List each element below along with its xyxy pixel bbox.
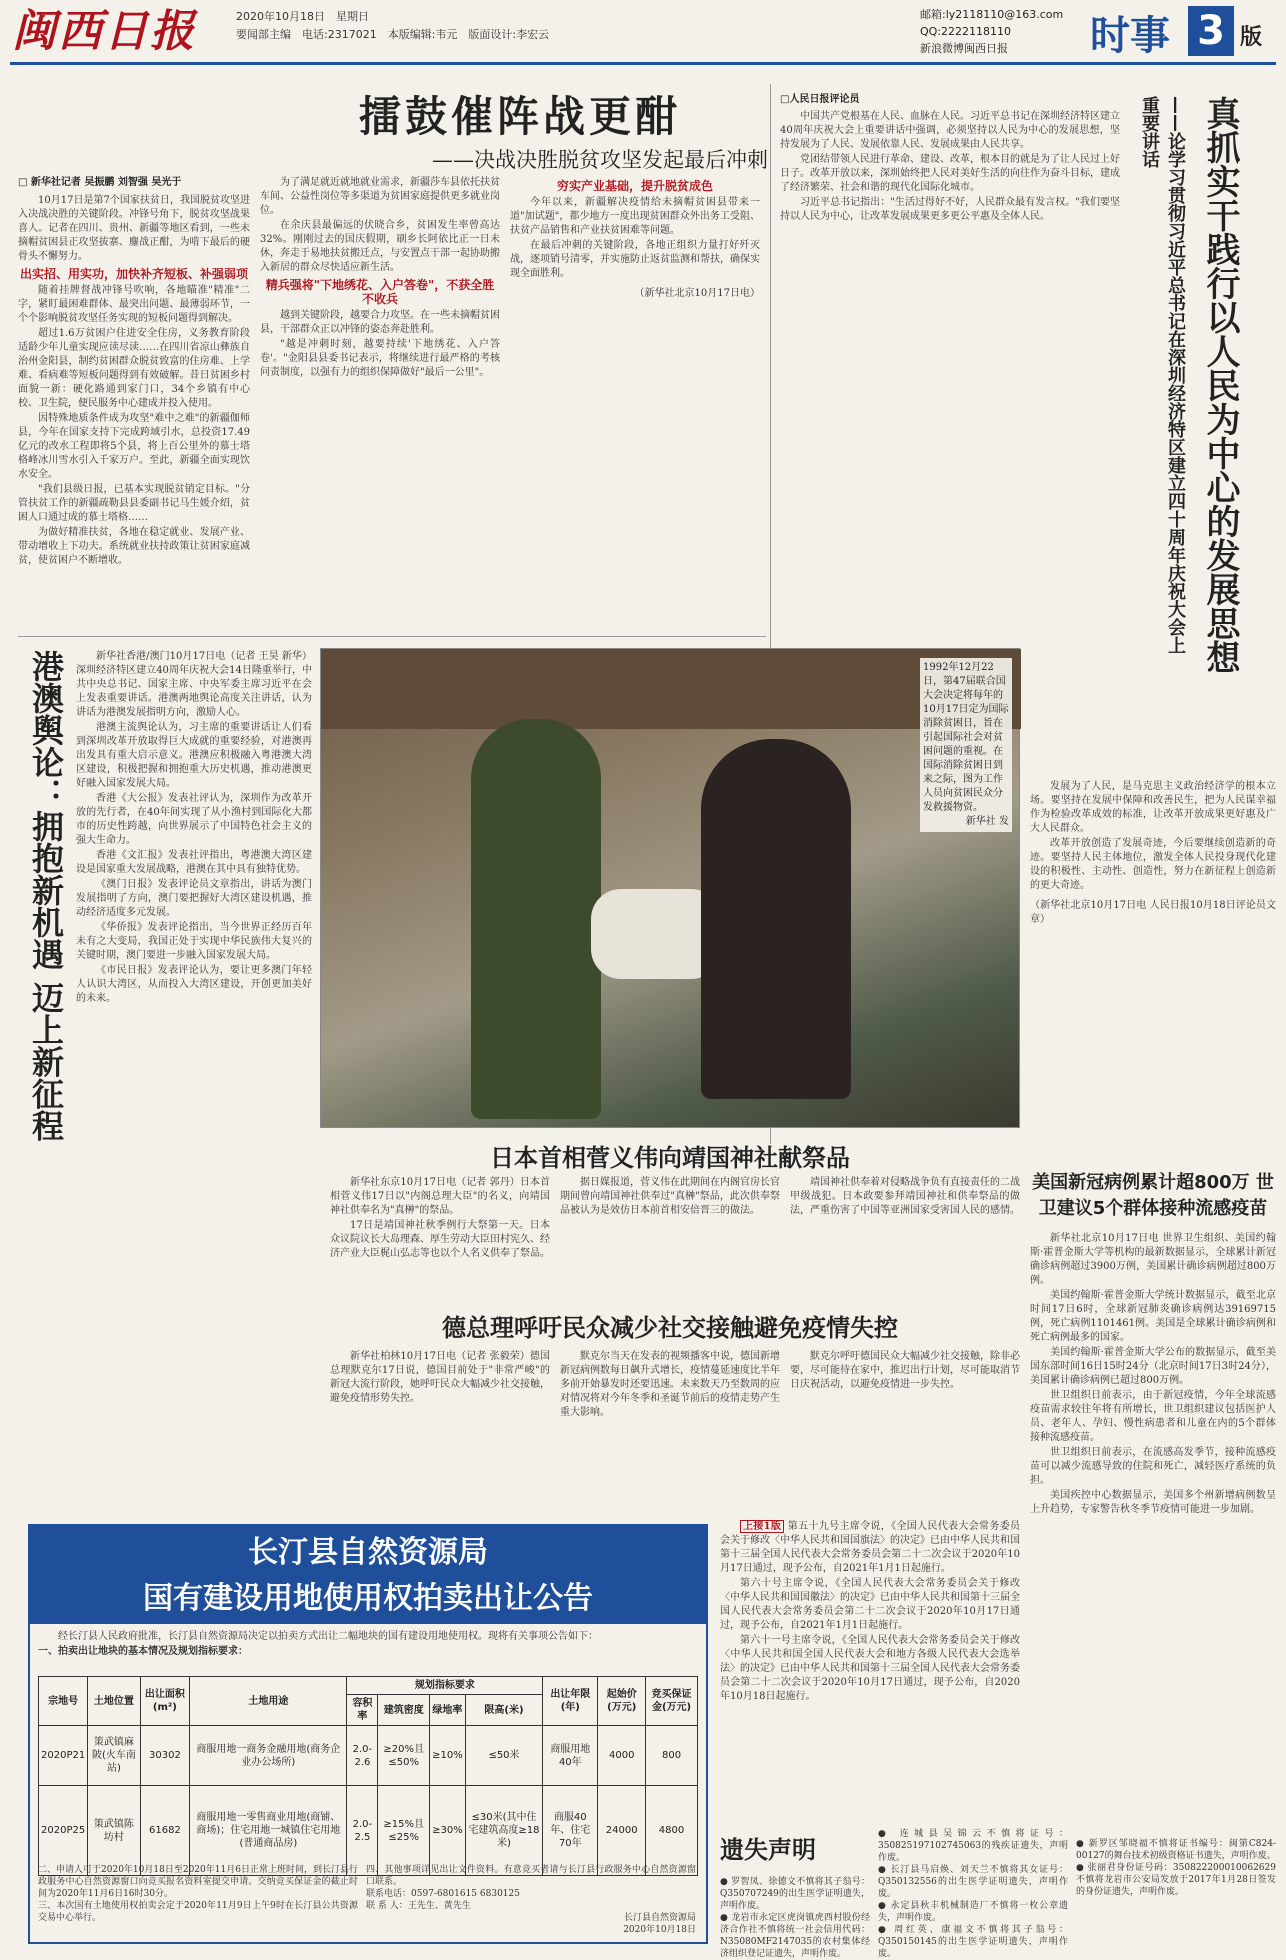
page-number: 3 <box>1188 6 1234 56</box>
table-cell: ≤50米 <box>465 1726 543 1786</box>
germany-col-1 <box>330 1350 550 1500</box>
paragraph: 据日媒报道，菅义伟在此期间在内阁官房长官期间曾向靖国神社供奉过"真榊"祭品，此次供奉祭品被认为是效仿日本前首相安倍晋三的做法。 <box>560 1177 780 1216</box>
photo-caption <box>920 658 1012 832</box>
table-cell: ≥30% <box>430 1786 466 1876</box>
paragraph: 美国约翰斯·霍普金斯大学公布的数据显示，截至美国东部时间16日15时24分（北京时间17日3时24分），美国累计确诊病例已超过800万例。 <box>1030 1347 1276 1386</box>
auction-title-2: 国有建设用地使用权拍卖出让公告 <box>143 1581 593 1616</box>
paragraph: 美国疾控中心数据显示，美国多个州新增病例数呈上升趋势，专家警告秋冬季节疫情可能进一步加剧。 <box>1030 1490 1276 1515</box>
paragraph: 中国共产党根基在人民、血脉在人民。习近平总书记在深圳经济特区建立40周年庆祝大会上重要讲话中强调，必须坚持以人民为中心的发展思想，坚持发展为了人民、发展依靠人民、发展成果由人民共享。 <box>780 111 1120 150</box>
lead-headline: 擂鼓催阵战更酣 <box>358 92 681 141</box>
paragraph: 新华社北京10月17日电 世界卫生组织、美国约翰斯·霍普金斯大学等机构的最新数据显示，全球累计新冠确诊病例超过3900万例，美国累计确诊病例超过800万例。 <box>1030 1233 1276 1286</box>
auction-signoff: 长汀县自然资源局 <box>623 1913 696 1923</box>
news-photo <box>320 648 1020 1128</box>
table-cell: 800 <box>646 1726 698 1786</box>
paragraph: 为了满足就近就地就业需求，新疆莎车县依托扶贫车间、公益性岗位等多渠道为贫困家庭提供更多就业岗位。 <box>260 177 500 216</box>
auction-title <box>28 1524 708 1624</box>
issue-date: 2020年10月18日 星期日 <box>236 10 369 23</box>
paragraph: 在最后冲刺的关键阶段，各地正组织力量打好歼灭战，逐项销号清零，并实施防止返贫监测和帮扶，确保实现全面胜利。 <box>510 240 760 279</box>
lost-item: ● 连城县吴锦云不慎将证号：350825197102745063的残疾证遗失，声明作废。 <box>878 1829 1068 1863</box>
masthead-info <box>236 8 616 44</box>
lead-subhead: ——决战决胜脱贫攻坚发起最后冲刺 <box>432 148 768 172</box>
lost-item: ● 新罗区邹晓福不慎将证书编号：闽第C824-00127的舞台技术初级资格证书遗失，声明作废。 <box>1076 1839 1276 1861</box>
paragraph: 超过1.6万贫困户住进安全住房，义务教育阶段适龄少年儿童实现应读尽读……在四川省凉山彝族自治州金阳县，制约贫困群众脱贫致富的住房难、上学难、看病难等短板问题得到有效破解。昔日贫困乡村面貌一新：硬化路通到家门口，34个乡镇有中心校、卫生院，便民服务中心建成并投入使用。 <box>18 328 250 409</box>
table-header: 宗地号 <box>39 1677 88 1726</box>
table-header: 出让面积(m²) <box>140 1677 190 1726</box>
photo-figure-soldier <box>471 719 601 1119</box>
paragraph: 17日是靖国神社秋季例行大祭第一天。日本众议院议长大岛理森、厚生劳动大臣田村宪久、经济产业大臣梶山弘志等也以个人名义供奉了祭品。 <box>330 1220 550 1259</box>
paragraph: 香港《文汇报》发表社评指出，粤港澳大湾区建设是国家重大发展战略，港澳在其中具有独特优势。 <box>76 850 312 875</box>
auction-contact-phone: 联系电话：0597-6801615 6830125 <box>366 1889 520 1899</box>
lost-item: ● 龙岩市永定区虎岗镇虎西村股份经济合作社不慎将统一社会信用代码：N35080MF2147035的农村集体经济组织登记证遗失，声明作废。 <box>720 1913 870 1959</box>
lost-item: ● 长汀县马启焕、刘天兰不慎将其女证号：Q350132556的出生医学证明遗失，声明作废。 <box>878 1865 1068 1899</box>
paragraph: "越是冲刺时刻，越要持续'下地绣花、入户答卷'。"金阳县县委书记表示，将继续进行最严格的考核问责制度，以强有力的组织保障做好"最后一公里"。 <box>260 339 500 378</box>
auction-contact-person: 联 系 人：王先生、黄先生 <box>366 1901 471 1911</box>
table-cell: 61682 <box>140 1786 190 1876</box>
lost-item: ● 张丽君身份证号码：350822200010062629不慎将龙岩市公安局发放于2017年1月28日签发的身份证遗失，声明作废。 <box>1076 1863 1276 1897</box>
table-cell: 商服用地一零售商业用地(商铺、商场)；住宅用地一城镇住宅用地(普通商品房) <box>190 1786 347 1876</box>
table-cell: 策武镇陈坊村 <box>88 1786 140 1876</box>
germany-col-2 <box>560 1350 780 1500</box>
commentary-body-top <box>780 110 1120 650</box>
paragraph: 第六十一号主席令说，《全国人民代表大会常务委员会关于修改〈中华人民共和国全国人民代表大会和地方各级人民代表大会选举法〉的决定》已由中华人民共和国第十三届全国人民代表大会常务委员会第二十二次会议于2020年10月17日通过，现予公布，自2020年10月18日起施行。 <box>720 1635 1020 1702</box>
npc-body <box>720 1520 1020 1820</box>
table-cell: 2020P25 <box>39 1786 88 1876</box>
table-row <box>39 1726 698 1786</box>
wechat: 新浪微博闽西日报 <box>920 42 1008 55</box>
lead-dateline: （新华社北京10月17日电） <box>634 288 760 299</box>
lead-column-3 <box>510 176 760 626</box>
table-cell: 4800 <box>646 1786 698 1876</box>
table-cell: ≥20%且≤50% <box>378 1726 430 1786</box>
paragraph: 《华侨报》发表评论指出，当今世界正经历百年未有之大变局，我国正处于实现中华民族伟大复兴的关键时期，澳门要进一步融入国家发展大局。 <box>76 922 312 961</box>
table-cell: 2.0-2.6 <box>347 1726 378 1786</box>
us-covid-body <box>1030 1232 1276 1832</box>
lost-item: ● 罗智凤、徐德文不慎将其子翁号：Q350707249的出生医学证明遗失，声明作废。 <box>720 1877 870 1911</box>
paragraph: 越到关键阶段，越要合力攻坚。在一些未摘帽贫困县，干部群众正以冲锋的姿态奔赴胜利。 <box>260 310 500 335</box>
commentary-dateline: （新华社北京10月17日电 人民日报10月18日评论员文章） <box>1030 900 1276 925</box>
table-cell: 30302 <box>140 1726 190 1786</box>
lead-subhead-1: 出实招、用实功，加快补齐短板、补强弱项 <box>19 267 248 281</box>
auction-table-wrap <box>38 1676 698 1876</box>
paragraph: 《市民日报》发表评论认为，要让更多澳门年轻人认识大湾区，从而投入大湾区建设，开创更加美好的未来。 <box>76 965 312 1004</box>
table-header: 出让年限(年) <box>543 1677 598 1726</box>
commentary-subtitle: ——论学习贯彻习近平总书记在深圳经济特区建立四十周年庆祝大会上重要讲话 <box>1139 96 1186 654</box>
paragraph: 改革开放创造了发展奇迹，今后要继续创造新的奇迹。要坚持人民主体地位，激发全体人民投身现代化建设的积极性、主动性、创造性，努力在新征程上创造新的更大奇迹。 <box>1030 838 1276 891</box>
paragraph: 为做好精准扶贫，各地在稳定就业、发展产业、带动增收上下功夫。系统就业扶持政策让贫困家庭减贫，使贫困户不断增收。 <box>18 527 250 566</box>
table-cell: 商服用地40年 <box>543 1726 598 1786</box>
page-suffix: 版 <box>1240 25 1263 50</box>
photo-roof <box>321 649 1021 729</box>
japan-col-3 <box>790 1176 1020 1296</box>
paragraph: 经长汀县人民政府批准，长汀县自然资源局决定以拍卖方式出让二幅地块的国有建设用地使用权。现将有关事项公告如下： <box>58 1631 598 1642</box>
table-cell: 4000 <box>598 1726 646 1786</box>
table-header: 绿地率 <box>430 1695 466 1726</box>
section-divider <box>18 636 766 637</box>
paragraph: 第六十号主席令说，《全国人民代表大会常务委员会关于修改〈中华人民共和国国徽法〉的决定》已由中华人民共和国第十三届全国人民代表大会常务委员会第二十二次会议于2020年10月17日通过，现予公布，自2021年1月1日起施行。 <box>720 1578 1020 1631</box>
paragraph: 10月17日是第7个国家扶贫日，我国脱贫攻坚进入决战决胜的关键阶段。冲锋号角下，脱贫攻坚战果喜人。记者在四川、贵州、新疆等地区看到，一些未摘帽贫困县正攻坚拔寨、鏖战正酣，为啃下最后的硬骨头不懈努力。 <box>18 195 250 262</box>
paragraph: 因特殊地质条件成为攻坚"难中之难"的新疆伽师县，今年在国家支持下完成跨域引水，总投资17.49亿元的改水工程即将5个县，将上百公里外的慕士塔格峰冰川雪水引入千家万户。至此，新疆全面实现饮水安全。 <box>18 413 250 480</box>
germany-headline: 德总理呼吁民众减少社交接触避免疫情失控 <box>442 1314 898 1342</box>
paragraph: 第五十九号主席令说，《全国人民代表大会常务委员会关于修改〈中华人民共和国国旗法〉的决定》已由中华人民共和国第十三届全国人民代表大会常务委员会第二十二次会议于2020年10月17日通过，现予公布，自2021年1月1日起施行。 <box>720 1521 1021 1574</box>
paragraph: 发展为了人民，是马克思主义政治经济学的根本立场。要坚持在发展中保障和改善民生，把为人民谋幸福作为检验改革成效的标准，让改革开放成果更好惠及广大人民群众。 <box>1030 781 1276 834</box>
table-row <box>39 1786 698 1876</box>
auction-section-1: 一、拍卖出让地块的基本情况及规划指标要求： <box>38 1646 248 1657</box>
paragraph: 世卫组织日前表示，由于新冠疫情，今年全球流感疫苗需求较往年将有所增长，世卫组织建议包括医护人员、老年人、孕妇、慢性病患者和儿童在内的5个群体接种流感疫苗。 <box>1030 1390 1276 1443</box>
masthead-rule <box>10 62 1276 65</box>
lost-item: ● 永定县秋丰机械制造厂不慎将一枚公章遗失，声明作废。 <box>878 1901 1068 1923</box>
lead-subhead-3: 精兵强将"下地绣花、入户答卷"，不获全胜不收兵 <box>265 278 495 306</box>
table-cell: 24000 <box>598 1786 646 1876</box>
section-name: 时事 <box>1090 13 1170 59</box>
auction-table <box>38 1676 698 1876</box>
hk-macau-body <box>76 650 312 1510</box>
table-header: 容积率 <box>347 1695 378 1726</box>
table-cell: ≤30米(其中住宅建筑高度≥18米) <box>465 1786 543 1876</box>
table-cell: 商服40年、住宅70年 <box>543 1786 598 1876</box>
japan-headline: 日本首相菅义伟向靖国神社献祭品 <box>490 1144 850 1172</box>
table-cell: 2020P21 <box>39 1726 88 1786</box>
table-cell: 策武镇麻陂(火车南站) <box>88 1726 140 1786</box>
table-cell: ≥15%且≤25% <box>378 1786 430 1876</box>
lead-column-1 <box>18 176 250 626</box>
auction-clause: 三、本次国有土地使用权拍卖会定于2020年11月9日上午9时在长汀县公共资源交易中心举行。 <box>38 1901 358 1923</box>
table-cell: ≥10% <box>430 1726 466 1786</box>
table-cell: 商服用地一商务金融用地(商务企业办公场所) <box>190 1726 347 1786</box>
table-header: 限高(米) <box>465 1695 543 1726</box>
auction-clauses-left <box>38 1864 358 1940</box>
table-header: 规划指标要求 <box>347 1677 543 1695</box>
lost-notice-title: 遗失声明 <box>720 1836 816 1864</box>
lead-subhead-2: 穷实产业基础，提升脱贫成色 <box>556 179 713 193</box>
paragraph: 新华社柏林10月17日电（记者 张毅荣）德国总理默克尔17日说，德国目前处于"非常严峻"的新冠大流行阶段，她呼吁民众大幅减少社交接触，避免疫情形势失控。 <box>330 1351 550 1404</box>
paragraph: 美国约翰斯·霍普金斯大学统计数据显示，截至北京时间17日6时，全球新冠肺炎确诊病例达39169715例，死亡病例1101461例。美国是全球累计确诊病例和死亡病例最多的国家。 <box>1030 1290 1276 1343</box>
contact-block <box>920 6 1080 57</box>
paragraph: 党团结带领人民进行革命、建设、改革，根本目的就是为了让人民过上好日子。改革开放以来，深圳始终把人民对美好生活的向往作为奋斗目标，建成了经济繁荣、社会和谐的现代化国际化城市。 <box>780 154 1120 193</box>
auction-intro <box>38 1630 698 1670</box>
photo-figure-woman <box>701 739 851 1099</box>
table-header: 土地位置 <box>88 1677 140 1726</box>
lost-col-3 <box>1076 1838 1276 1950</box>
paragraph: 《澳门日报》发表评论员文章指出，讲话为澳门发展指明了方向，澳门要把握好大湾区建设机遇，推动经济适度多元发展。 <box>76 879 312 918</box>
paragraph: 新华社东京10月17日电（记者 郭丹）日本首相菅义伟17日以"内阁总理大臣"的名义，向靖国神社供奉名为"真榊"的祭品。 <box>330 1177 550 1216</box>
lost-col-2 <box>878 1828 1068 1959</box>
us-covid-headline: 美国新冠病例累计超800万 世卫建议5个群体接种流感疫苗 <box>1032 1172 1274 1219</box>
lead-column-2 <box>260 176 500 626</box>
table-header: 竞买保证金(万元) <box>646 1677 698 1726</box>
japan-col-2 <box>560 1176 780 1296</box>
paragraph: 靖国神社供奉着对侵略战争负有直接责任的二战甲级战犯。日本政要参拜靖国神社和供奉祭品的做法，严重伤害了中国等亚洲国家受害国人民的感情。 <box>790 1177 1020 1216</box>
paragraph: "我们县级日报，已基本实现脱贫销定目标。"分管扶贫工作的新疆疏勒县县委副书记马生媛介绍，贫困人口通过成的慕士塔格…… <box>18 484 250 523</box>
auction-clause: 二、申请人可于2020年10月18日至2020年11月6日正常上班时间，到长汀县行政服务中心自然资源窗口向竞买报名资料室提交申请。交纳竞买保证金的截止时间为2020年11月6日16时30分。 <box>38 1865 358 1899</box>
paragraph: 港澳主流舆论认为，习主席的重要讲话让人们看到深圳改革开放取得巨大成就的重要经验，对港澳再出发具有重大启示意义。港澳应积极融入粤港澳大湾区建设，积极把握和拥抱重大历史机遇，推动港澳更好融入国家发展大局。 <box>76 722 312 789</box>
paragraph: 香港《大公报》发表社评认为，深圳作为改革开放的先行者，在40年间实现了从小渔村到国际化大都市的历史性跨越，向世界展示了中国特色社会主义的强大生命力。 <box>76 793 312 846</box>
paragraph: 默克尔当天在发表的视频播客中说，德国新增新冠病例数每日飙升式增长，疫情蔓延速度比半年多前开始暴发时还要迅速。未来数天乃至数周的应对情况将对今年冬季和圣诞节前后的疫情走势产生重大影响。 <box>560 1351 780 1418</box>
auction-clause: 四、其他事项详见出让文件资料。有意竞买者请与长汀县行政服务中心自然资源窗口联系。 <box>366 1865 696 1887</box>
table-cell: 2.0-2.5 <box>347 1786 378 1876</box>
table-header: 建筑密度 <box>378 1695 430 1726</box>
caption-text: 1992年12月22日，第47届联合国大会决定将每年的10月17日定为国际消除贫困日，旨在引起国际社会对贫困问题的重视。在国际消除贫困日到来之际，图为工作人员向贫困民众分发救援物资。 <box>923 662 1009 813</box>
auction-title-1: 长汀县自然资源局 <box>248 1535 488 1570</box>
paragraph: 世卫组织日前表示，在流感高发季节，接种流感疫苗可以减少流感导致的住院和死亡，减轻医疗系统的负担。 <box>1030 1447 1276 1486</box>
editor-line: 要闻部主编 电话:2317021 本版编辑:韦元 版面设计:李宏云 <box>236 28 550 41</box>
commentary-label: □人民日报评论员 <box>780 94 860 105</box>
auction-signoff-date: 2020年10月18日 <box>623 1925 696 1935</box>
table-header: 土地用途 <box>190 1677 347 1726</box>
germany-col-3 <box>790 1350 1020 1500</box>
paragraph: 习近平总书记指出："生活过得好不好，人民群众最有发言权。"我们要坚持以人民为中心，让改革发展成果更多更公平惠及全体人民。 <box>780 197 1120 222</box>
qq: QQ:2222118110 <box>920 25 1012 38</box>
continued-label: 上接1版 <box>740 1520 784 1533</box>
hk-macau-title: 港澳舆论：拥抱新机遇 迈上新征程 <box>27 650 65 1142</box>
japan-col-1 <box>330 1176 550 1296</box>
paragraph: 今年以来，新疆解决疫情给未摘帽贫困县带来一道"加试题"，都少地方一度出现贫困群众外出务工受阻、扶贫产品销售和产业扶贫困难等问题。 <box>510 197 760 236</box>
lead-byline: □ 新华社记者 吴振鹏 刘智强 吴光于 <box>18 177 182 188</box>
lost-col-1 <box>720 1876 870 1959</box>
paragraph: 默克尔呼吁德国民众大幅减少社交接触，除非必要，尽可能待在家中，推迟出行计划，尽可能取消节日庆祝活动，以避免疫情进一步失控。 <box>790 1351 1020 1390</box>
lost-item: ● 周红英、康福文不慎将其子翁号：Q350150145的出生医学证明遗失，声明作废。 <box>878 1925 1068 1959</box>
commentary-title: 真抓实干践行以人民为中心的发展思想 <box>1200 96 1240 674</box>
photo-credit: 新华社 发 <box>965 816 1009 827</box>
masthead-logo: 闽西日报 <box>12 6 196 57</box>
paragraph: 在余庆县最偏远的伏晓合乡，贫困发生率曾高达32%。刚刚过去的国庆假期，刷乡长阿依比正一日未休，奔走于易地扶贫搬迁点，与安置点干部一起协助搬入新居的群众尽快适应新生活。 <box>260 220 500 273</box>
paragraph: 随着挂牌督战冲锋号吹响，各地瞄准"精准"二字，紧盯最困难群体、最突出问题、最薄弱环节，一个个影响脱贫攻坚任务实现的短板问题得到解决。 <box>18 285 250 324</box>
commentary-body-bottom <box>1030 780 1276 1140</box>
auction-clauses-right <box>366 1864 696 1940</box>
email: 邮箱:ly2118110@163.com <box>920 8 1064 21</box>
table-header: 起始价(万元) <box>598 1677 646 1726</box>
paragraph: 新华社香港/澳门10月17日电（记者 王昊 新华） 深圳经济特区建立40周年庆祝大会14日隆重举行，中共中央总书记、国家主席、中央军委主席习近平在会上发表重要讲话。港澳两地舆论高度关注讲话，认为讲话为港澳发展指明方向，激励人心。 <box>76 651 312 718</box>
